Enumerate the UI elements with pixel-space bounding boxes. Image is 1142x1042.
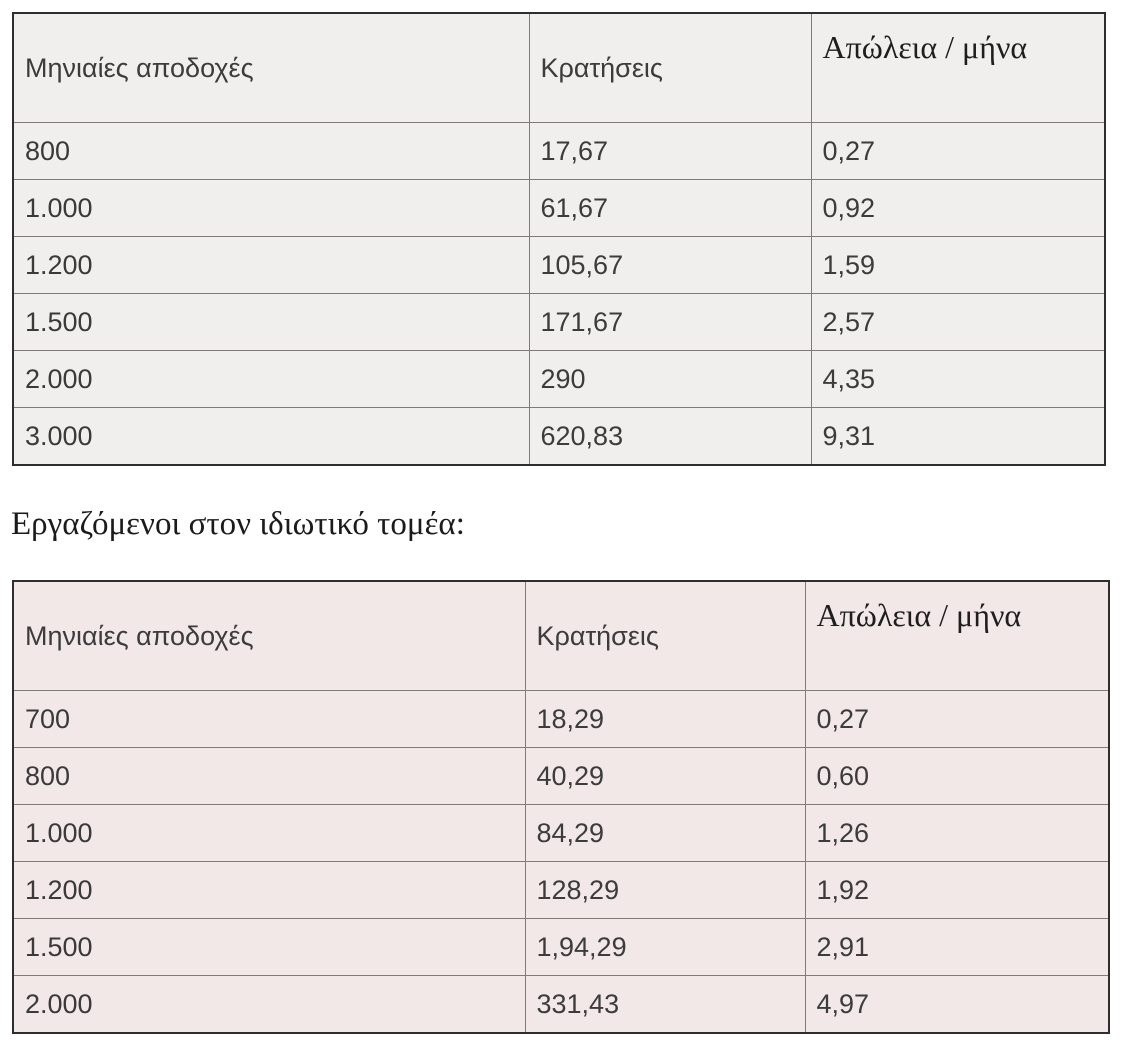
- table-row: [13, 351, 1105, 408]
- cell-loss-per-month: 1,92: [805, 862, 1109, 919]
- cell-loss-per-month: 4,35: [811, 351, 1105, 408]
- cell-loss-per-month: 2,91: [805, 919, 1109, 976]
- cell-deductions: 1,94,29: [525, 919, 805, 976]
- salary-deductions-table-public: [12, 12, 1106, 466]
- table-row: [13, 237, 1105, 294]
- cell-deductions: 171,67: [529, 294, 811, 351]
- table-row: [13, 123, 1105, 180]
- cell-loss-per-month: 9,31: [811, 408, 1105, 466]
- cell-monthly-earnings: 1.000: [13, 180, 529, 237]
- table-row: [13, 748, 1109, 805]
- table-row: [13, 976, 1109, 1034]
- cell-deductions: 84,29: [525, 805, 805, 862]
- cell-loss-per-month: 1,26: [805, 805, 1109, 862]
- header-deductions: Κρατήσεις: [525, 581, 805, 691]
- header-loss-per-month: Απώλεια / μήνα: [805, 581, 1109, 691]
- cell-monthly-earnings: 800: [13, 748, 525, 805]
- table-row: [13, 919, 1109, 976]
- cell-loss-per-month: 2,57: [811, 294, 1105, 351]
- cell-deductions: 18,29: [525, 691, 805, 748]
- cell-monthly-earnings: 800: [13, 123, 529, 180]
- table-header-row: [13, 581, 1109, 691]
- cell-monthly-earnings: 2.000: [13, 351, 529, 408]
- table-row: [13, 691, 1109, 748]
- cell-loss-per-month: 1,59: [811, 237, 1105, 294]
- cell-deductions: 61,67: [529, 180, 811, 237]
- header-monthly-earnings: Μηνιαίες αποδοχές: [13, 13, 529, 123]
- cell-loss-per-month: 4,97: [805, 976, 1109, 1034]
- cell-deductions: 40,29: [525, 748, 805, 805]
- cell-loss-per-month: 0,27: [811, 123, 1105, 180]
- cell-loss-per-month: 0,92: [811, 180, 1105, 237]
- cell-monthly-earnings: 1.200: [13, 862, 525, 919]
- cell-monthly-earnings: 700: [13, 691, 525, 748]
- cell-monthly-earnings: 2.000: [13, 976, 525, 1034]
- cell-monthly-earnings: 1.500: [13, 919, 525, 976]
- salary-deductions-table-private: [12, 580, 1110, 1034]
- cell-deductions: 290: [529, 351, 811, 408]
- cell-loss-per-month: 0,27: [805, 691, 1109, 748]
- cell-loss-per-month: 0,60: [805, 748, 1109, 805]
- cell-monthly-earnings: 3.000: [13, 408, 529, 466]
- cell-deductions: 620,83: [529, 408, 811, 466]
- cell-deductions: 331,43: [525, 976, 805, 1034]
- cell-monthly-earnings: 1.500: [13, 294, 529, 351]
- cell-deductions: 105,67: [529, 237, 811, 294]
- cell-deductions: 128,29: [525, 862, 805, 919]
- cell-monthly-earnings: 1.200: [13, 237, 529, 294]
- header-loss-per-month: Απώλεια / μήνα: [811, 13, 1105, 123]
- table-row: [13, 180, 1105, 237]
- table-row: [13, 294, 1105, 351]
- header-deductions: Κρατήσεις: [529, 13, 811, 123]
- table-row: [13, 805, 1109, 862]
- cell-deductions: 17,67: [529, 123, 811, 180]
- section-heading-private-sector: Εργαζόμενοι στον ιδιωτικό τομέα:: [11, 506, 465, 542]
- table-row: [13, 862, 1109, 919]
- table-row: [13, 408, 1105, 466]
- cell-monthly-earnings: 1.000: [13, 805, 525, 862]
- header-monthly-earnings: Μηνιαίες αποδοχές: [13, 581, 525, 691]
- table-header-row: [13, 13, 1105, 123]
